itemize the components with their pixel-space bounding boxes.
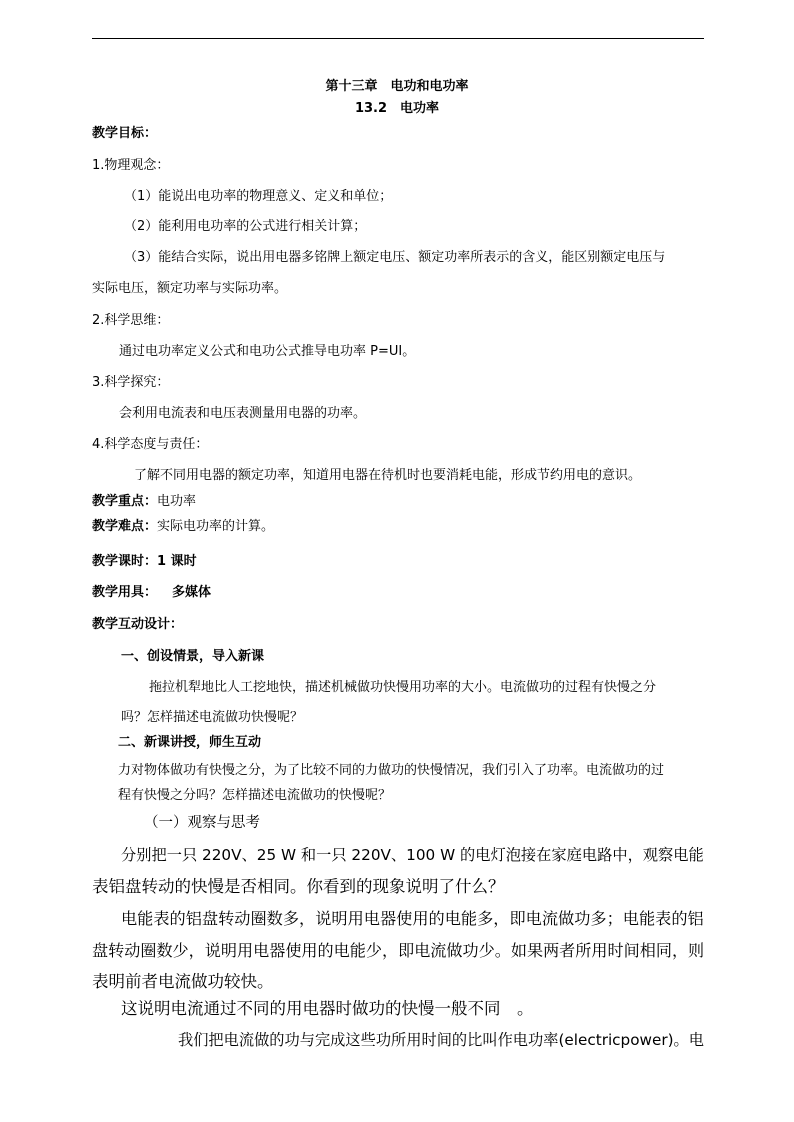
- teaching-tools: [92, 586, 211, 599]
- part1-line2: 吗？怎样描述电流做功快慢呢？: [121, 710, 304, 725]
- part2-line2: 程有快慢之分吗？怎样描述电流做功的快慢呢？: [118, 788, 392, 803]
- teaching-tools-label: 教学用具：: [92, 585, 158, 600]
- scientific-inquiry-heading: 3.科学探究：: [92, 375, 170, 390]
- objective-item-3-line2: 实际电压，额定功率与实际功率。: [92, 281, 288, 296]
- difficulty-value: 实际电功率的计算。: [157, 519, 275, 534]
- chapter-title: 第十三章 电功和电功率: [325, 79, 469, 94]
- part1-line1: 拖拉机犁地比人工挖地快，描述机械做功快慢用功率的大小。电流做功的过程有快慢之分: [149, 680, 657, 695]
- scientific-inquiry-text: 会利用电流表和电压表测量用电器的功率。: [119, 406, 367, 421]
- scientific-thinking-heading: 2.科学思维：: [92, 313, 170, 328]
- observe-p2-line3: 表明前者电流做功较快。: [92, 972, 274, 991]
- attitude-heading: 4.科学态度与责任：: [92, 437, 209, 452]
- scientific-thinking-text: 通过电功率定义公式和电功公式推导电功率 P=UI。: [119, 344, 416, 359]
- observe-p1-line1: 分别把一只 220V、25 W 和一只 220V、100 W 的电灯泡接在家庭电路中，观察电能: [121, 846, 704, 864]
- key-point-value: 电功率: [157, 494, 197, 509]
- observe-p2-line1: 电能表的铝盘转动圈数多，说明用电器使用的电能多，即电流做功多；电能表的铝: [121, 909, 704, 928]
- key-point-label: 教学重点：: [92, 494, 158, 509]
- objectives-heading: 教学目标：: [92, 126, 158, 141]
- header-rule: [92, 38, 704, 39]
- part1-heading: 一、创设情景，导入新课: [121, 649, 265, 664]
- part2-line1: 力对物体做功有快慢之分，为了比较不同的力做功的快慢情况，我们引入了功率。电流做功的过: [118, 763, 665, 778]
- difficulty-label: 教学难点：: [92, 519, 158, 534]
- objective-item-2: （2）能利用电功率的公式进行相关计算；: [124, 219, 367, 234]
- interactive-design-heading: 教学互动设计：: [92, 617, 184, 632]
- physics-concept-heading: 1.物理观念：: [92, 158, 170, 173]
- section-title: 13.2 电功率: [354, 101, 440, 116]
- part2-heading: 二、新课讲授，师生互动: [118, 735, 262, 750]
- objective-item-3-line1: （3）能结合实际，说出用电器多铭牌上额定电压、额定功率所表示的含义，能区别额定电压与: [124, 250, 666, 265]
- observe-p3: 这说明电流通过不同的用电器时做功的快慢一般不同 。: [121, 999, 534, 1018]
- observe-p4: 我们把电流做的功与完成这些功所用时间的比叫作电功率(electricpower)。电: [178, 1031, 704, 1049]
- attitude-text: 了解不同用电器的额定功率，知道用电器在待机时也要消耗电能，形成节约用电的意识。: [134, 468, 642, 483]
- difficulty: [92, 520, 274, 533]
- observe-p2-line2: 盘转动圈数少，说明用电器使用的电能少，即电流做功少。如果两者所用时间相同，则: [92, 941, 705, 960]
- observe-heading: （一）观察与思考: [144, 815, 260, 831]
- class-hours: 教学课时：1 课时: [92, 554, 197, 569]
- key-point: [92, 495, 196, 508]
- observe-p1-line2: 表铝盘转动的快慢是否相同。你看到的现象说明了什么？: [92, 877, 505, 896]
- objective-item-1: （1）能说出电功率的物理意义、定义和单位；: [124, 189, 393, 204]
- teaching-tools-value: 多媒体: [172, 585, 212, 600]
